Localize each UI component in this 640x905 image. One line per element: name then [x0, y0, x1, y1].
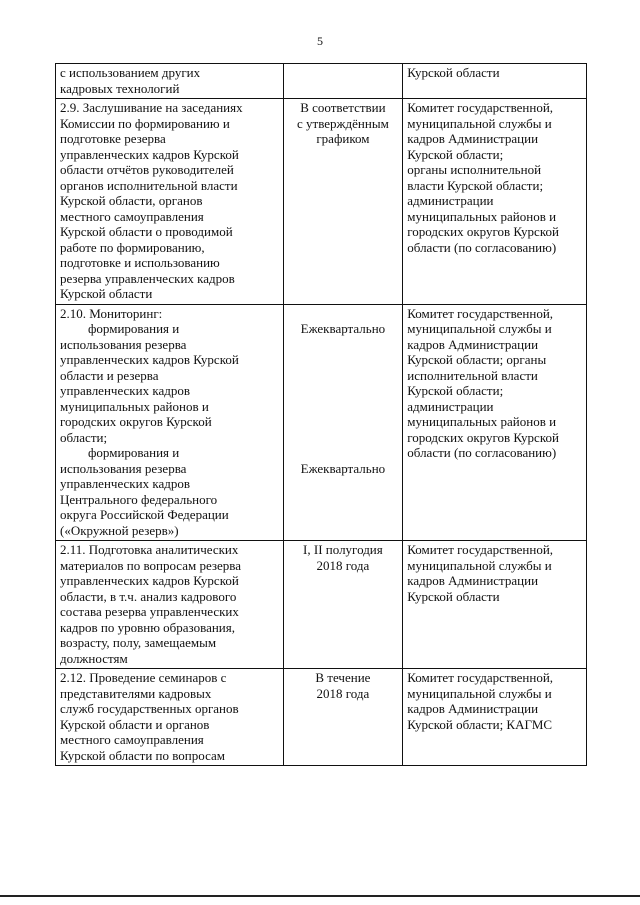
event-description-line: органов исполнительной власти	[60, 177, 238, 193]
event-description-line: использования резерва	[60, 336, 187, 352]
event-description-line: Курской области о проводимой	[60, 224, 233, 239]
responsible-line: Комитет государственной,	[407, 100, 554, 115]
responsible-line: Комитет государственной,	[407, 305, 554, 321]
responsible-cell	[403, 541, 587, 669]
event-description-line: области, в т.ч. анализ кадрового	[60, 588, 237, 604]
page-bottom-rule	[0, 895, 640, 897]
responsible-line: кадров Администрации	[407, 701, 539, 716]
event-description-line: Курской области	[60, 286, 153, 301]
responsible-line: муниципальной службы и	[407, 115, 552, 131]
event-heading: 2.10. Мониторинг:	[60, 305, 163, 321]
responsible-line: Комитет государственной,	[407, 542, 554, 557]
responsible-cell	[403, 304, 587, 541]
responsible-line: Курской области; КАГМС	[407, 716, 553, 732]
responsible-line: администрации	[407, 398, 494, 414]
responsible-cell	[403, 64, 587, 99]
deadline-line: 2018 года	[316, 685, 370, 701]
responsible-line: муниципальной службы и	[407, 557, 552, 573]
deadline-cell	[283, 64, 403, 99]
table-row	[56, 541, 587, 669]
deadline-cell	[283, 669, 403, 766]
event-description-line: состава резерва управленческих	[60, 604, 239, 619]
event-description-line: использования резерва	[60, 460, 187, 476]
event-description-line: местного самоуправления	[60, 208, 204, 224]
event-description-line: управленческих кадров Курской	[60, 573, 239, 588]
deadline-cell	[283, 541, 403, 669]
deadline-line: 2018 года	[316, 557, 370, 573]
responsible-line: городских округов Курской	[407, 224, 559, 239]
deadline-line: I, II полугодия	[303, 542, 383, 557]
responsible-line: муниципальной службы и	[407, 321, 552, 336]
deadline-text: Ежеквартально	[300, 321, 386, 336]
responsible-line: кадров Администрации	[407, 573, 539, 588]
event-description-line: представителями кадровых	[60, 685, 212, 701]
responsible-line: Курской области;	[407, 146, 504, 162]
event-description-line: городских округов Курской	[60, 414, 212, 429]
event-description-line: возрасту, полу, замещаемым	[60, 635, 217, 650]
event-description-line: работе по формированию,	[60, 239, 205, 255]
responsible-line: области (по согласованию)	[407, 445, 557, 460]
events-plan-table	[55, 63, 587, 766]
deadline-line: В соответствии	[300, 100, 386, 115]
responsible-line: области (по согласованию)	[407, 239, 557, 255]
event-description-cell	[56, 304, 284, 541]
event-description-line: местного самоуправления	[60, 732, 204, 747]
event-description-line: Курской области, органов	[60, 193, 203, 208]
event-description-line: Центрального федерального	[60, 491, 218, 507]
table-row	[56, 99, 587, 305]
event-description-line: управленческих кадров Курской	[60, 146, 239, 162]
event-description-line: кадровых технологий	[60, 80, 180, 96]
responsible-line: городских округов Курской	[407, 429, 559, 445]
responsible-line: Комитет государственной,	[407, 670, 554, 685]
event-description-line: кадров по уровню образования,	[60, 619, 235, 635]
event-description-line: 2.12. Проведение семинаров с	[60, 670, 227, 685]
deadline-line: В течение	[315, 670, 371, 685]
event-description-line: округа Российской Федерации	[60, 507, 229, 522]
responsible-line: кадров Администрации	[407, 336, 539, 352]
event-description-cell	[56, 669, 284, 766]
event-description-cell	[56, 99, 284, 305]
deadline-cell	[283, 99, 403, 305]
event-description-line: подготовке и использованию	[60, 255, 220, 270]
event-description-line: области и резерва	[60, 367, 159, 383]
deadline-spacer	[288, 337, 399, 461]
deadline-cell	[283, 304, 403, 541]
event-description-line: подготовке резерва	[60, 131, 166, 146]
responsible-cell	[403, 669, 587, 766]
responsible-line: администрации	[407, 193, 494, 208]
event-description-line: Комиссии по формированию и	[60, 115, 230, 131]
event-description-line: формирования и	[88, 445, 180, 460]
event-description-line: («Окружной резерв»)	[60, 522, 179, 538]
responsible-line: муниципальной службы и	[407, 685, 552, 701]
event-description-line: области;	[60, 429, 108, 445]
responsible-line: власти Курской области;	[407, 177, 544, 193]
table-row	[56, 64, 587, 99]
table-row	[56, 304, 587, 541]
event-description-line: управленческих кадров	[60, 383, 190, 398]
event-description-line: управленческих кадров Курской	[60, 352, 239, 367]
event-description-line: должностям	[60, 650, 128, 666]
responsible-line: кадров Администрации	[407, 131, 539, 146]
event-description-line: области отчётов руководителей	[60, 162, 234, 177]
page-number: 5	[317, 34, 323, 48]
deadline-line: графиком	[316, 131, 370, 146]
event-description-line: Курской области по вопросам	[60, 747, 225, 763]
event-description-line: 2.11. Подготовка аналитических	[60, 542, 239, 557]
responsible-line: муниципальных районов и	[407, 208, 557, 224]
deadline-text: Ежеквартально	[300, 460, 386, 476]
event-description-line: служб государственных органов	[60, 701, 239, 716]
table-row	[56, 669, 587, 766]
event-description-line: формирования и	[88, 321, 180, 336]
responsible-line: исполнительной власти	[407, 367, 538, 383]
event-description-line: управленческих кадров	[60, 476, 190, 491]
responsible-line: Курской области	[407, 588, 500, 604]
responsible-line: Курской области	[407, 65, 500, 80]
event-description-cell	[56, 64, 284, 99]
event-description-line: муниципальных районов и	[60, 398, 209, 414]
responsible-line: Курской области; органы	[407, 352, 547, 367]
event-description-line: 2.9. Заслушивание на заседаниях	[60, 100, 243, 115]
event-description-line: резерва управленческих кадров	[60, 270, 235, 286]
responsible-line: Курской области;	[407, 383, 504, 398]
event-description-line: с использованием других	[60, 65, 201, 80]
event-description-cell	[56, 541, 284, 669]
responsible-line: муниципальных районов и	[407, 414, 557, 429]
responsible-line: органы исполнительной	[407, 162, 542, 177]
event-description-line: Курской области и органов	[60, 716, 210, 732]
event-description-line: материалов по вопросам резерва	[60, 557, 242, 573]
deadline-line: с утверждённым	[297, 115, 389, 131]
responsible-cell	[403, 99, 587, 305]
